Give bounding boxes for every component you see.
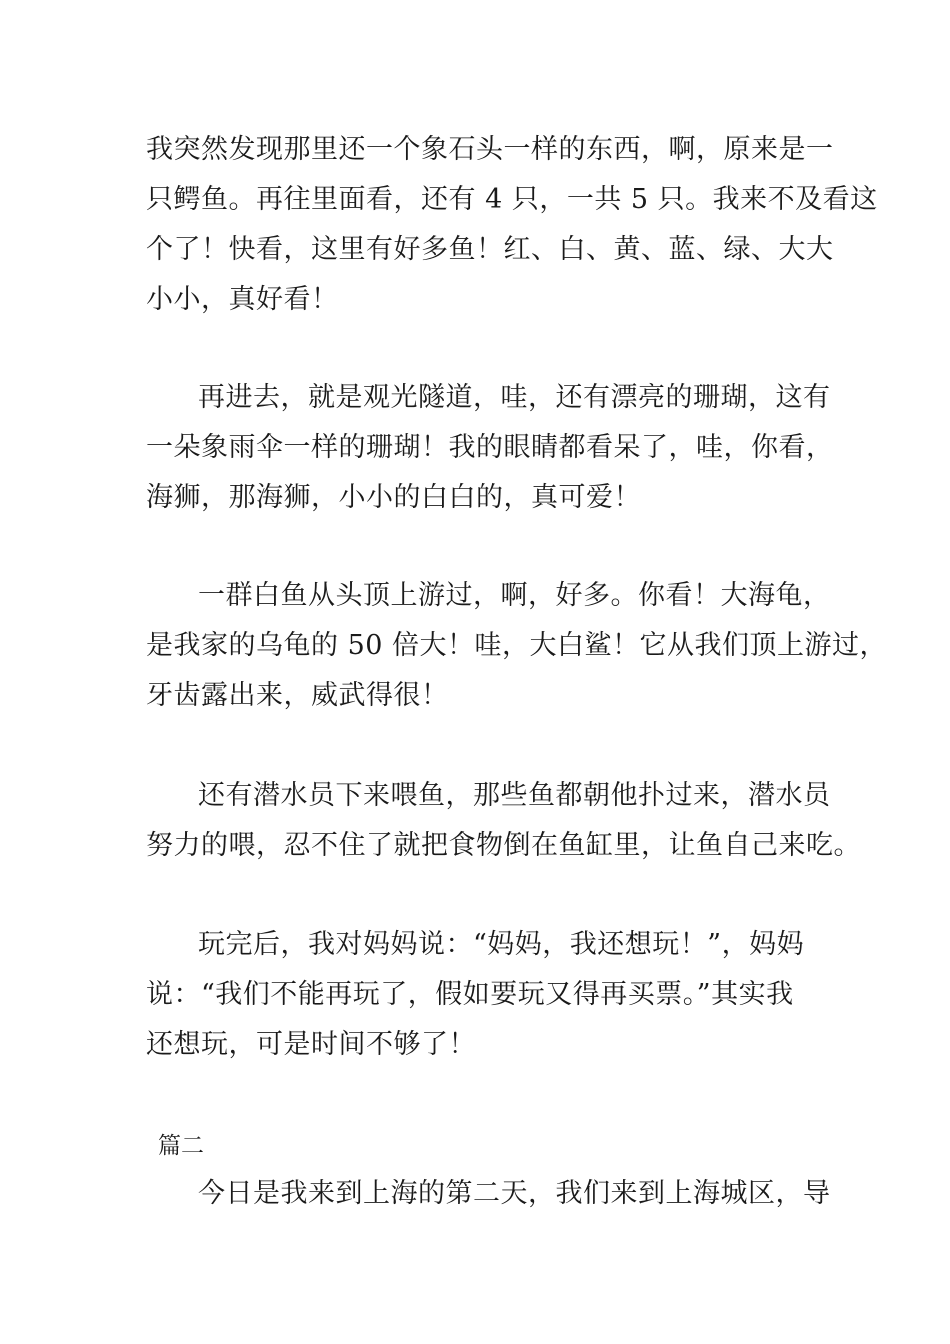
text-line: 我突然发现那里还一个象石头一样的东西，啊，原来是一 [146, 134, 834, 165]
text-line: 还有潜水员下来喂鱼，那些鱼都朝他扑过来，潜水员 [198, 780, 831, 811]
text-line: 小小，真好看！ [146, 284, 339, 315]
text-line: 一朵象雨伞一样的珊瑚！我的眼睛都看呆了，哇，你看， [146, 432, 834, 463]
text-line: 只鳄鱼。再往里面看，还有 4 只，一共 5 只。我来不及看这 [146, 184, 878, 215]
text-line: 说：“我们不能再玩了，假如要玩又得再买票。”其实我 [146, 979, 794, 1010]
text-line: 玩完后，我对妈妈说：“妈妈，我还想玩！”，妈妈 [198, 929, 805, 960]
text-line: 是我家的乌龟的 50 倍大！哇，大白鲨！它从我们顶上游过， [146, 630, 888, 661]
text-line: 一群白鱼从头顶上游过，啊，好多。你看！大海龟， [198, 580, 831, 611]
text-line: 再进去，就是观光隧道，哇，还有漂亮的珊瑚，这有 [198, 382, 831, 413]
text-line: 今日是我来到上海的第二天，我们来到上海城区，导 [198, 1178, 831, 1209]
text-line: 还想玩，可是时间不够了！ [146, 1029, 476, 1060]
text-line: 海狮，那海狮，小小的白白的，真可爱！ [146, 482, 641, 513]
text-line: 努力的喂，忍不住了就把食物倒在鱼缸里，让鱼自己来吃。 [146, 830, 861, 861]
text-line: 个了！快看，这里有好多鱼！红、白、黄、蓝、绿、大大 [146, 234, 834, 265]
section-heading: 篇二 [158, 1133, 204, 1159]
text-line: 牙齿露出来，威武得很！ [146, 680, 449, 711]
